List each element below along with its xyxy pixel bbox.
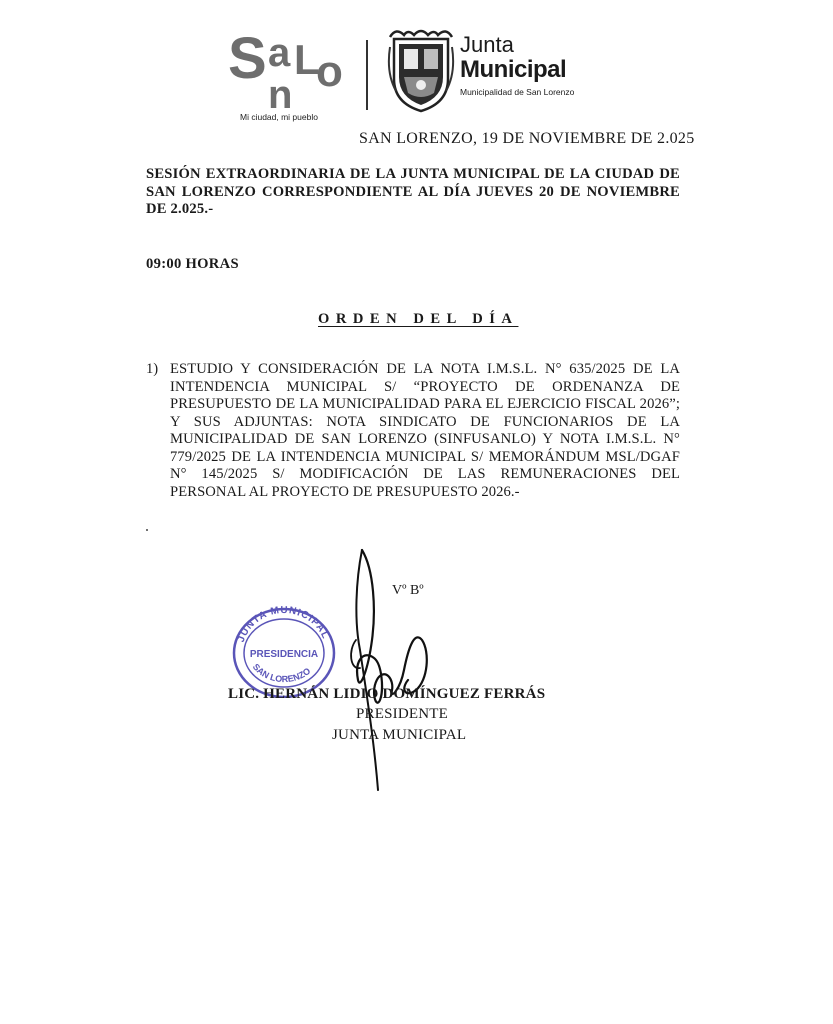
signatory-name: LIC. HERNÁN LIDIO DOMÍNGUEZ FERRÁS [228,686,546,702]
sanlo-logo [228,26,353,126]
svg-text:S: S [228,26,267,91]
svg-text:PRESIDENCIA: PRESIDENCIA [249,649,319,660]
agenda-item-number: 1) [146,361,159,377]
session-title: SESIÓN EXTRAORDINARIA DE LA JUNTA MUNICIPAL DE LA CIUDAD DE SAN LORENZO CORRESPONDIENTE AL DÍA JUEVES 20 DE NOVIEMBRE DE 2.025.- [146,166,680,217]
presidency-stamp [228,603,340,698]
sanlo-logo-mark [228,26,353,116]
agenda-item-text: ESTUDIO Y CONSIDERACIÓN DE LA NOTA I.M.S.L. N° 635/2025 DE LA INTENDENCIA MUNICIPAL S/ “PROYECTO DE ORDENANZA DE PRESUPUESTO DE LA MUNICIPALIDAD PARA EL EJERCICIO FISCAL 2026”; Y SUS ADJUNTAS: NOTA SINDICATO DE FUNCIONARIOS DE LA MUNICIPALIDAD DE SAN LORENZO (SINFUSANLO) Y NOTA I.M.S.L. N° 779/2025 DE LA INTENDENCIA MUNICIPAL S/ MEMORÁNDUM MSL/DGAF N° 145/2025 S/ MODIFICACIÓN DE LAS REMUNERACIONES DEL PERSONAL AL PROYECTO DE PRESUPUESTO 2026.- [170,361,680,500]
handwritten-signature [330,540,440,795]
wordmark-line-3: Municipalidad de San Lorenzo [460,87,575,97]
svg-text:JUNTA MUNICIPAL: JUNTA MUNICIPAL [235,604,332,644]
date-line: SAN LORENZO, 19 DE NOVIEMBRE DE 2.025 [359,130,695,147]
header-divider [366,40,368,110]
session-hours: 09:00 HORAS [146,256,239,272]
wordmark-line-2: Municipal [460,56,567,83]
stray-mark [146,529,148,531]
svg-text:SAN LORENZO: SAN LORENZO [250,661,313,685]
signatory-role: PRESIDENTE [356,706,448,722]
sanlo-tagline: Mi ciudad, mi pueblo [240,112,318,122]
signatory-organization: JUNTA MUNICIPAL [332,727,467,743]
junta-municipal-wordmark [460,34,574,98]
svg-text:n: n [268,73,293,116]
wordmark-line-1: Junta [460,32,514,57]
svg-text:L: L [294,36,320,83]
svg-text:o: o [316,47,343,96]
agenda-title: ORDEN DEL DÍA [318,311,519,327]
approval-mark: Vº Bº [392,583,424,598]
coat-of-arms-icon [386,27,456,113]
svg-text:a: a [268,31,291,75]
